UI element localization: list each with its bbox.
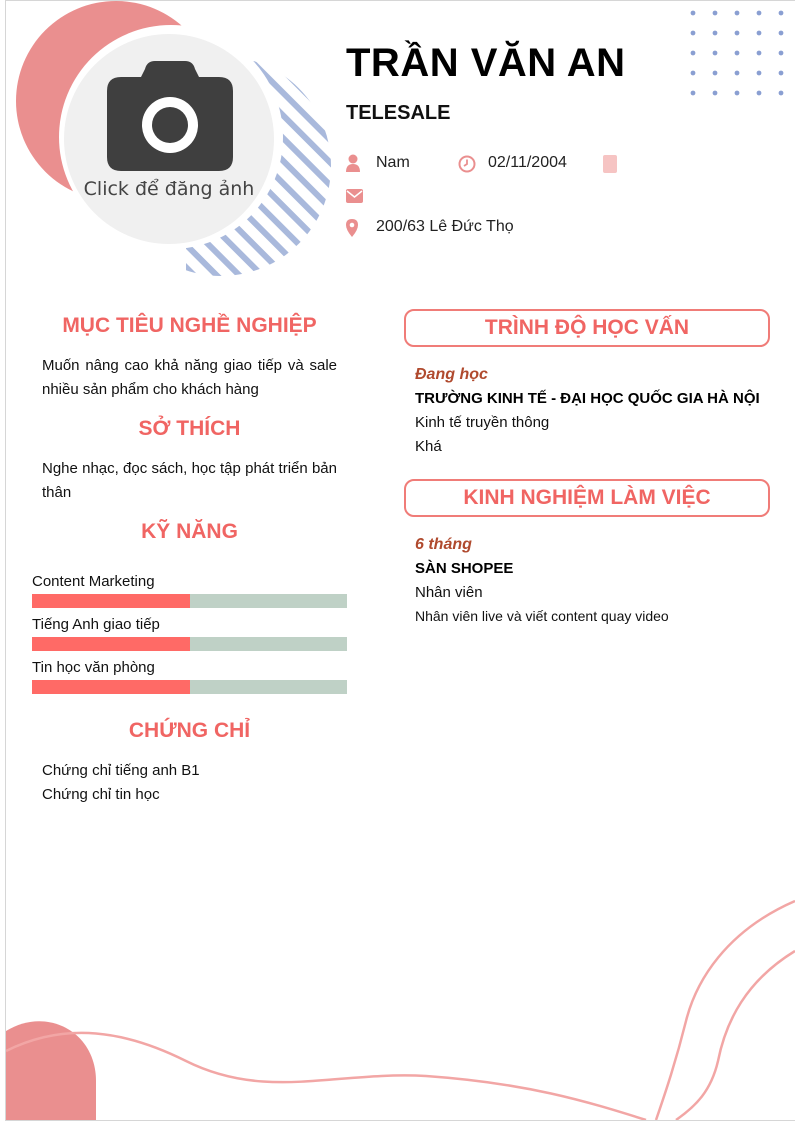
hobbies-title: SỞ THÍCH: [138, 417, 241, 440]
camera-icon: [107, 61, 233, 171]
full-name: TRẦN VĂN AN: [346, 41, 626, 85]
career-goal-text: Muốn nâng cao khả năng giao tiếp và sale nhiều sản phẩm cho khách hàng: [42, 357, 337, 398]
skill-label: Tiếng Anh giao tiếp: [32, 616, 160, 633]
birthday-value: 02/11/2004: [488, 154, 567, 171]
decor-dot: [713, 71, 718, 76]
decor-dot: [757, 51, 762, 56]
skill-bar-fill: [32, 637, 190, 651]
job-position: TELESALE: [346, 102, 451, 124]
decor-dot: [757, 11, 762, 16]
photo-upload[interactable]: [64, 34, 274, 244]
decor-dot: [691, 71, 696, 76]
photo-caption: Click để đăng ảnh: [83, 178, 255, 200]
decor-dot: [757, 31, 762, 36]
certificates-title: CHỨNG CHỈ: [128, 719, 251, 742]
decor-dot: [691, 11, 696, 16]
experience-duration: 6 tháng: [415, 536, 472, 553]
skill-bar-fill: [32, 594, 190, 608]
decor-dot: [779, 31, 784, 36]
decor-dot: [691, 51, 696, 56]
school-name: TRƯỜNG KINH TẾ - ĐẠI HỌC QUỐC GIA HÀ NỘI: [415, 390, 760, 407]
skill-bar: [32, 680, 347, 694]
decor-dot: [713, 91, 718, 96]
education-title: TRÌNH ĐỘ HỌC VẤN: [404, 309, 770, 347]
skills-title: KỸ NĂNG: [141, 520, 238, 543]
decor-dot: [779, 11, 784, 16]
address-value: 200/63 Lê Đức Thọ: [376, 218, 514, 235]
experience-title: KINH NGHIỆM LÀM VIỆC: [404, 479, 770, 517]
hobbies-text: Nghe nhạc, đọc sách, học tập phát triển bản thân: [42, 460, 337, 501]
wave-line-right-1: [656, 901, 795, 1120]
decor-dot: [735, 31, 740, 36]
decor-dot: [735, 71, 740, 76]
decor-dot: [735, 11, 740, 16]
certificate-item: Chứng chỉ tin học: [42, 786, 160, 803]
gender-value: Nam: [376, 154, 410, 171]
decor-dot: [735, 91, 740, 96]
decor-dot: [691, 91, 696, 96]
location-icon: [346, 219, 358, 237]
decor-dot: [757, 91, 762, 96]
user-icon: [346, 154, 360, 172]
skill-bar: [32, 637, 347, 651]
decor-dot: [735, 51, 740, 56]
skill-bar-fill: [32, 680, 190, 694]
company-name: SÀN SHOPEE: [415, 560, 514, 577]
phone-icon: [602, 155, 618, 173]
decor-dot: [713, 31, 718, 36]
cv-page: [5, 0, 795, 1121]
wave-line-bottom: [6, 1033, 646, 1120]
certificate-item: Chứng chỉ tiếng anh B1: [42, 762, 200, 779]
skill-label: Tin học văn phòng: [32, 659, 155, 676]
wave-line-right-2: [676, 951, 795, 1120]
dot-grid: [691, 11, 784, 96]
decor-dot: [779, 51, 784, 56]
decor-dot: [691, 31, 696, 36]
decor-dot: [713, 51, 718, 56]
job-role: Nhân viên: [415, 584, 483, 601]
career-goal-title: MỤC TIÊU NGHỀ NGHIỆP: [62, 314, 317, 337]
clock-icon: [458, 155, 476, 173]
email-icon: [346, 189, 363, 203]
decor-dot: [713, 11, 718, 16]
job-description: Nhân viên live và viết content quay video: [415, 608, 669, 624]
grade: Khá: [415, 438, 442, 455]
skill-label: Content Marketing: [32, 573, 155, 590]
decor-dot: [757, 71, 762, 76]
decor-dot: [779, 91, 784, 96]
decor-dot: [779, 71, 784, 76]
skill-bar: [32, 594, 347, 608]
education-status: Đang học: [415, 366, 488, 383]
major: Kinh tế truyền thông: [415, 414, 550, 431]
